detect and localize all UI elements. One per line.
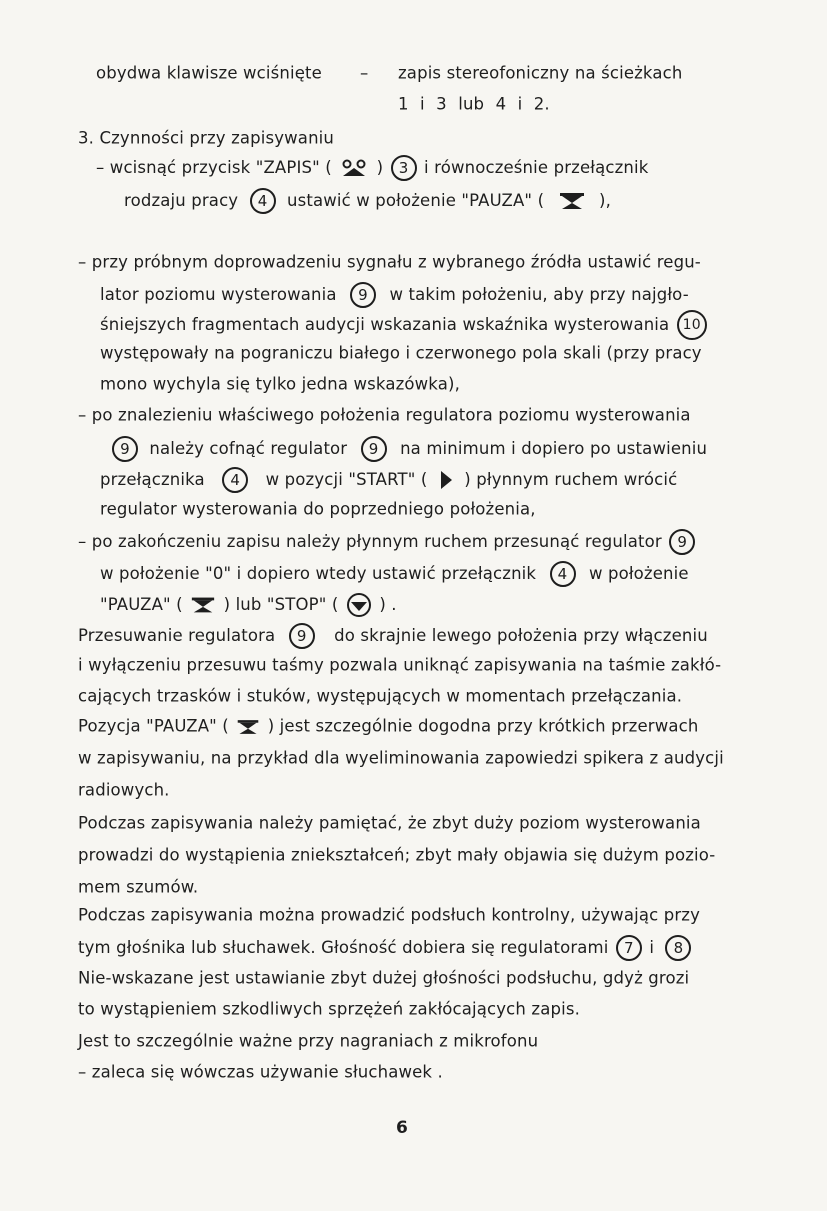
text-line — [78, 747, 724, 770]
text-line — [78, 623, 708, 649]
text: Podczas zapisywania należy pamiętać, że zbyt duży poziom wysterowania — [78, 813, 701, 833]
text: przełącznika — [100, 470, 205, 489]
text: w zapisywaniu, na przykład dla wyeliminowania zapowiedzi spikera z audycji — [78, 748, 724, 768]
text: ) — [376, 158, 384, 177]
text-line — [78, 251, 701, 274]
text: i wyłączeniu przesuwu taśmy pozwala uniknąć zapisywania na taśmie zakłó- — [78, 655, 722, 675]
text-line — [78, 529, 697, 555]
ref-volume-8: 8 — [665, 935, 691, 961]
text: Jest to szczególnie ważne przy nagraniach z mikrofonu — [78, 1031, 539, 1051]
text: i równocześnie przełącznik — [424, 158, 649, 177]
text: regulator wysterowania do poprzedniego położenia, — [100, 499, 536, 519]
text: – zaleca się wówczas używanie słuchawek . — [78, 1062, 443, 1082]
text-line — [78, 998, 580, 1021]
text: 1 i 3 lub 4 i 2. — [398, 94, 550, 114]
text-line — [78, 654, 721, 677]
text: Pozycja "PAUZA" ( — [78, 716, 229, 736]
text: śniejszych fragmentach audycji wskazania wskaźnika wysterowania — [100, 315, 670, 334]
text-line — [100, 561, 689, 587]
text: ) jest szczególnie dogodna przy krótkich przerwach — [267, 716, 699, 736]
text: rodzaju pracy — [124, 191, 239, 210]
ref-volume-7: 7 — [616, 935, 642, 961]
ref-zapis-3: 3 — [391, 155, 417, 181]
text: ) . — [379, 595, 397, 614]
pause-hourglass-icon — [558, 192, 586, 210]
text: – przy próbnym doprowadzeniu sygnału z wybranego źródła ustawić regu- — [78, 252, 701, 272]
ref-level-regulator-9: 9 — [350, 282, 376, 308]
text: w pozycji "START" ( — [265, 470, 428, 489]
text: cających trzasków i stuków, występujących w momentach przełączania. — [78, 686, 683, 706]
text: ) płynnym ruchem wrócić — [464, 470, 678, 489]
text-line — [96, 62, 322, 85]
text: zapis stereofoniczny na ścieżkach — [398, 63, 683, 83]
text: mem szumów. — [78, 877, 199, 897]
text: prowadzi do wystąpienia zniekształceń; zbyt mały objawia się dużym pozio- — [78, 845, 716, 865]
text-line — [398, 93, 550, 116]
play-triangle-icon — [439, 470, 453, 490]
text-line — [96, 155, 648, 181]
text: "PAUZA" ( — [100, 595, 183, 614]
text-line — [100, 498, 536, 521]
text-line — [78, 685, 682, 708]
page-number: 6 — [396, 1118, 408, 1138]
text-line — [100, 592, 397, 618]
pause-hourglass-icon — [236, 718, 260, 736]
ref-mode-switch-4: 4 — [250, 188, 276, 214]
text: ustawić w położenie "PAUZA" ( — [287, 191, 545, 210]
text-line — [78, 1061, 443, 1084]
text: w położenie — [588, 564, 689, 583]
text: – po znalezieniu właściwego położenia regulatora poziomu wysterowania — [78, 405, 691, 425]
text-line — [78, 876, 198, 899]
ref-level-regulator-9: 9 — [669, 529, 695, 555]
text: i — [649, 938, 655, 957]
text-line — [78, 404, 691, 427]
text: Nie-wskazane jest ustawianie zbyt dużej głośności podsłuchu, gdyż grozi — [78, 968, 690, 988]
text: mono wychyla się tylko jedna wskazówka), — [100, 374, 460, 394]
text: lator poziomu wysterowania — [100, 285, 337, 304]
text: ), — [598, 191, 611, 210]
text-line — [78, 1030, 538, 1053]
stop-circle-icon — [346, 592, 372, 618]
text: należy cofnąć regulator — [149, 439, 348, 458]
ref-level-meter-10: 10 — [677, 310, 707, 340]
text: na minimum i dopiero po ustawieniu — [400, 439, 708, 458]
text-line — [78, 904, 700, 927]
text-line — [78, 935, 693, 961]
text: – — [360, 63, 369, 83]
text: do skrajnie lewego położenia przy włączeniu — [334, 626, 708, 645]
text-line — [78, 967, 689, 990]
ref-level-regulator-9: 9 — [112, 436, 138, 462]
ref-mode-switch-4: 4 — [550, 561, 576, 587]
ref-level-regulator-9: 9 — [361, 436, 387, 462]
text: w takim położeniu, aby przy najgło- — [389, 285, 689, 304]
text-line — [100, 342, 702, 365]
text: 3. Czynności przy zapisywaniu — [78, 128, 335, 148]
text-line — [100, 310, 709, 340]
text: ) lub "STOP" ( — [223, 595, 339, 614]
text-line — [78, 715, 698, 738]
text-line — [110, 436, 707, 462]
text: – wcisnąć przycisk "ZAPIS" ( — [96, 158, 332, 177]
record-symbol-icon — [339, 158, 369, 178]
text: występowały na pograniczu białego i czerwonego pola skali (przy pracy — [100, 343, 702, 363]
text: obydwa klawisze wciśnięte — [96, 63, 322, 83]
pause-hourglass-icon — [190, 596, 216, 614]
text: – po zakończeniu zapisu należy płynnym ruchem przesunąć regulator — [78, 532, 662, 551]
text: to wystąpieniem szkodliwych sprzężeń zakłócających zapis. — [78, 999, 580, 1019]
text-line — [360, 62, 368, 85]
text: Podczas zapisywania można prowadzić podsłuch kontrolny, używając przy — [78, 905, 700, 925]
ref-mode-switch-4: 4 — [222, 467, 248, 493]
text-line — [124, 188, 611, 214]
text-line — [100, 373, 460, 396]
text-line — [78, 779, 170, 802]
text-line — [100, 467, 677, 493]
text-line — [78, 812, 701, 835]
section-heading — [78, 127, 334, 150]
text: radiowych. — [78, 780, 170, 800]
text: tym głośnika lub słuchawek. Głośność dobiera się regulatorami — [78, 938, 609, 957]
text-line — [78, 844, 715, 867]
ref-level-regulator-9: 9 — [289, 623, 315, 649]
text: w położenie "0" i dopiero wtedy ustawić przełącznik — [100, 564, 537, 583]
text-line — [398, 62, 682, 85]
text-line — [100, 282, 689, 308]
text: Przesuwanie regulatora — [78, 626, 276, 645]
